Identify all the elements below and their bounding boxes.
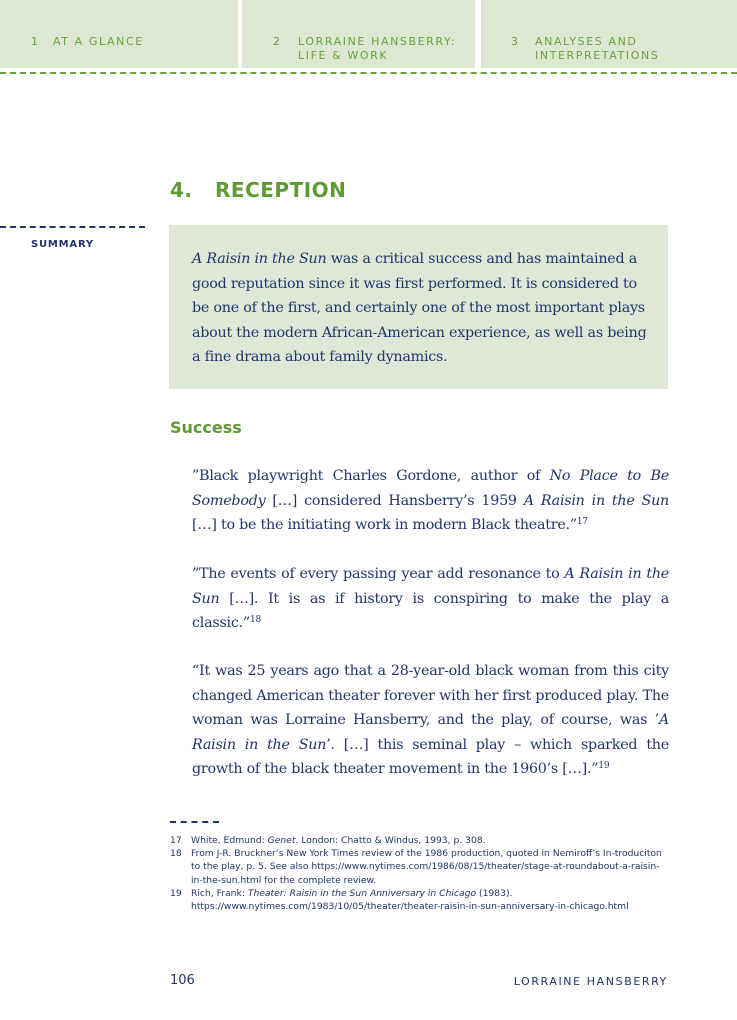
section-heading: Success [170,418,242,437]
page-number: 106 [170,973,195,988]
tab-at-a-glance[interactable] [0,0,238,68]
tab-number: 3 [511,35,520,48]
sidebar-divider [0,226,145,228]
tab-label: LORRAINE HANSBERRY: LIFE & WORK [298,35,457,62]
quote-18: ”The events of every passing year add resonance to A Raisin in the Sun […]. It is as if history is conspiring to make the play a classic.”$^{18}$ [192,566,669,631]
chapter-number: 4. [170,178,193,202]
footnote-19: 19 Rich, Frank: Theater: Raisin in the Sun Anniversary in Chicago (1983). https://www.nytimes.com/1983/10/05/theater/theater-raisin-in-sun-anniversary-in-chicago.html [170,887,629,913]
chapter-heading [170,178,346,202]
tabs-divider [0,72,737,74]
chapter-tabs [0,0,737,68]
tab-life-and-work[interactable] [242,0,475,68]
quote-17: ”Black playwright Charles Gordone, author of No Place to Be Somebody […] considered Hansberry’s 1959 A Raisin in the Sun […] to be the initiating work in modern Black theatre.”$^{17}$ [192,468,669,533]
footnote-divider [170,821,219,823]
footnotes [170,834,670,913]
footnote-18: 18 From J-R. Bruckner’s New York Times review of the 1986 production, quoted in Nemiroff’s In-troduciton to the play, p. 5. See also https://www.nytimes.com/1986/08/15/theater/stage-at-roundabout-a-raisin-in-the-sun.html for the complete review. [170,848,662,886]
tab-label: AT A GLANCE [53,35,144,48]
footnote-link[interactable]: https://www.nytimes.com/1983/10/05/theater/theater-raisin-in-sun-anniversary-in-chicago.html [191,901,629,913]
sidebar-label: SUMMARY [31,239,94,250]
chapter-title: RECEPTION [215,178,347,202]
tab-label: ANALYSES AND INTERPRETATIONS [535,35,660,62]
quote-19: “It was 25 years ago that a 28-year-old black woman from this city changed American theater forever with her first produced play. The woman was Lorraine Hansberry, and the play, of course, was ’A Raisin in the Sun’. […] this seminal play – which sparked the growth of the black theater movement in the 1960’s […].”$^{19}$ [192,663,669,777]
footnote-17: 17 White, Edmund: Genet. London: Chatto & Windus, 1993, p. 308. [170,835,486,846]
footnote-ref: 18 [249,615,261,625]
tab-number: 2 [273,35,282,48]
running-title: LORRAINE HANSBERRY [513,975,668,988]
footnote-ref: 19 [598,761,610,771]
summary-box [169,225,668,389]
summary-text: A Raisin in the Sun was a critical success and has maintained a good reputation since it was first performed. It is considered to be one of the first, and certainly one of the most important plays about the modern African-American experience, as well as being a fine drama about family dynamics. [192,251,647,365]
tab-number: 1 [31,35,40,48]
tab-analyses-and-interpretations[interactable] [481,0,737,68]
footnote-ref: 17 [576,517,588,527]
